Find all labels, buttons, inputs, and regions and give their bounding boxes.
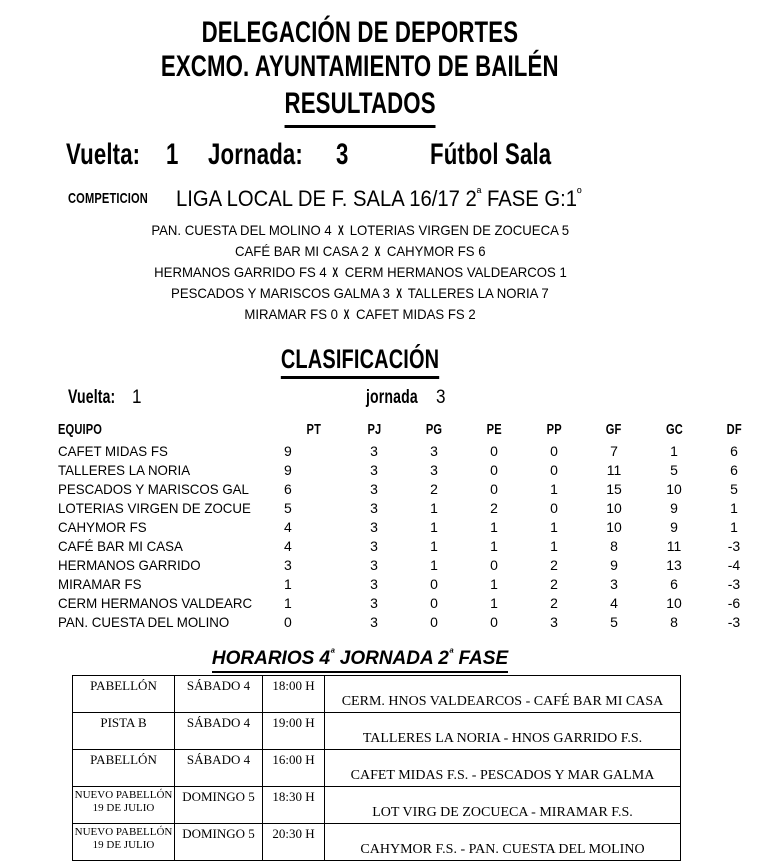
standings-gc: 5 xyxy=(670,462,678,478)
competicion-label: COMPETICION xyxy=(68,190,148,207)
standings-pp: 0 xyxy=(550,462,558,478)
standings-col-equipo: EQUIPO xyxy=(58,421,103,438)
standings-pj: 3 xyxy=(370,614,378,630)
standings-pe: 0 xyxy=(490,481,498,497)
standings-pj: 3 xyxy=(370,462,378,478)
schedule-venue-line2: 19 DE JULIO xyxy=(92,839,155,851)
schedule-match: TALLERES LA NORIA - HNOS GARRIDO F.S. xyxy=(325,713,681,750)
result-row xyxy=(0,262,720,283)
header-line-resultados-text: RESULTADOS xyxy=(284,84,435,128)
standings-gc: 10 xyxy=(666,481,682,497)
result-separator: X xyxy=(332,264,339,280)
schedule-venue: PABELLÓN xyxy=(73,750,175,787)
competicion-value-ordinal-2: º xyxy=(577,185,582,201)
standings-table xyxy=(58,421,764,633)
results-sport-group xyxy=(430,138,594,172)
standings-team: MIRAMAR FS xyxy=(58,576,142,592)
standings-pj: 3 xyxy=(370,500,378,516)
competicion-row xyxy=(0,186,720,216)
header-line-ayuntamiento-text: EXCMO. AYUNTAMIENTO DE BAILÉN xyxy=(161,50,559,83)
standings-pt: 4 xyxy=(284,519,292,535)
standings-pg: 0 xyxy=(430,595,438,611)
standings-df: -4 xyxy=(727,557,741,573)
table-row xyxy=(58,557,764,576)
standings-team: CAHYMOR FS xyxy=(58,519,147,535)
result-home-team: CAFÉ BAR MI CASA xyxy=(234,243,358,259)
schedule-day: DOMINGO 5 xyxy=(175,787,263,824)
result-away-team: LOTERIAS VIRGEN DE ZOCUECA xyxy=(349,222,558,238)
standings-df: -3 xyxy=(727,576,741,592)
table-row xyxy=(73,750,681,787)
standings-df: 5 xyxy=(730,481,738,497)
clasificacion-vuelta-value: 1 xyxy=(132,387,142,408)
result-away-score: 7 xyxy=(541,285,549,301)
header-line-delegacion xyxy=(0,16,720,50)
competicion-value-ordinal-1: ª xyxy=(476,185,482,201)
clasificacion-vuelta-group xyxy=(68,387,143,409)
standings-team: CAFÉ BAR MI CASA xyxy=(58,538,183,554)
document-header xyxy=(0,0,720,128)
schedule-day: DOMINGO 5 xyxy=(175,824,263,861)
standings-pt: 0 xyxy=(284,614,292,630)
clasificacion-vuelta-label: Vuelta: xyxy=(68,387,116,408)
standings-df: 6 xyxy=(730,443,738,459)
table-row xyxy=(58,443,764,462)
schedule-match: CAFET MIDAS F.S. - PESCADOS Y MAR GALMA xyxy=(325,750,681,787)
clasificacion-jornada-label: jornada xyxy=(366,387,418,408)
standings-pe: 1 xyxy=(490,519,498,535)
table-row xyxy=(73,787,681,824)
results-jornada-value: 3 xyxy=(336,138,349,171)
result-home-team: HERMANOS GARRIDO FS xyxy=(153,264,316,280)
result-home-score: 4 xyxy=(324,222,332,238)
standings-pe: 1 xyxy=(490,538,498,554)
result-away-score: 2 xyxy=(468,306,476,322)
standings-col-df: DF xyxy=(726,421,742,438)
schedule-venue xyxy=(73,824,175,861)
horarios-title xyxy=(0,647,720,673)
standings-team: LOTERIAS VIRGEN DE ZOCUE xyxy=(58,500,251,516)
standings-gf: 8 xyxy=(610,538,618,554)
standings-pp: 2 xyxy=(550,595,558,611)
competicion-value xyxy=(176,186,582,212)
schedule-venue-line1: NUEVO PABELLÓN xyxy=(74,826,173,838)
standings-pg: 2 xyxy=(430,481,438,497)
standings-pg: 3 xyxy=(430,443,438,459)
standings-col-gf: GF xyxy=(606,421,622,438)
horarios-title-part1: HORARIOS 4 xyxy=(211,648,331,669)
results-vuelta-group xyxy=(66,138,183,172)
header-line-ayuntamiento xyxy=(0,50,720,84)
standings-gf: 15 xyxy=(606,481,622,497)
results-meta-line xyxy=(0,138,720,180)
schedule-venue xyxy=(73,787,175,824)
standings-team: CERM HERMANOS VALDEARC xyxy=(58,595,253,611)
standings-gf: 3 xyxy=(610,576,618,592)
result-away-score: 6 xyxy=(477,243,486,259)
standings-header-row xyxy=(58,421,764,443)
standings-col-pg: PG xyxy=(425,421,443,438)
result-row xyxy=(0,304,720,325)
standings-df: -3 xyxy=(727,538,741,554)
standings-pp: 0 xyxy=(550,500,558,516)
horarios-title-part3: FASE xyxy=(453,648,509,669)
standings-pt: 6 xyxy=(284,481,292,497)
horarios-title-ordinal-1: ª xyxy=(330,646,335,660)
schedule-time: 19:00 H xyxy=(263,713,325,750)
standings-gc: 8 xyxy=(670,614,678,630)
clasificacion-jornada-group xyxy=(366,387,447,409)
result-away-team: CERM HERMANOS VALDEARCOS xyxy=(344,264,556,280)
standings-pt: 5 xyxy=(284,500,292,516)
standings-pp: 2 xyxy=(550,557,558,573)
standings-col-pp: PP xyxy=(546,421,562,438)
standings-pj: 3 xyxy=(370,576,378,592)
standings-pe: 0 xyxy=(490,614,498,630)
results-vuelta-label: Vuelta: xyxy=(66,138,141,171)
standings-pg: 1 xyxy=(430,519,438,535)
competicion-value-main: LIGA LOCAL DE F. SALA 16/17 2 xyxy=(176,186,477,211)
standings-gc: 10 xyxy=(666,595,682,611)
schedule-venue: PISTA B xyxy=(73,713,175,750)
schedule-table-wrapper xyxy=(0,675,720,861)
result-away-team: CAHYMOR FS xyxy=(386,243,475,259)
standings-col-pt: PT xyxy=(306,421,322,438)
result-away-team: TALLERES LA NORIA xyxy=(407,285,538,301)
standings-pp: 1 xyxy=(550,538,558,554)
standings-gf: 5 xyxy=(610,614,618,630)
result-separator: X xyxy=(337,222,344,238)
results-sport-label: Fútbol Sala xyxy=(430,138,552,171)
standings-pe: 1 xyxy=(490,595,498,611)
schedule-table xyxy=(72,675,681,861)
standings-gf: 10 xyxy=(606,500,622,516)
schedule-match: CERM. HNOS VALDEARCOS - CAFÉ BAR MI CASA xyxy=(325,676,681,713)
standings-team: TALLERES LA NORIA xyxy=(58,462,191,478)
result-separator: X xyxy=(396,285,403,301)
table-row xyxy=(58,519,764,538)
standings-pp: 2 xyxy=(550,576,558,592)
standings-pj: 3 xyxy=(370,443,378,459)
standings-col-pe: PE xyxy=(486,421,502,438)
horarios-title-ordinal-2: ª xyxy=(448,646,454,660)
standings-col-pj: PJ xyxy=(367,421,381,438)
competicion-value-mid: FASE G:1 xyxy=(481,186,578,211)
result-row xyxy=(0,241,720,262)
result-home-team: MIRAMAR FS xyxy=(244,306,327,322)
standings-team: CAFET MIDAS FS xyxy=(58,443,168,459)
results-list xyxy=(0,220,720,325)
competicion-label-wrap xyxy=(68,190,176,207)
results-jornada-label: Jornada: xyxy=(208,138,303,171)
standings-pg: 1 xyxy=(430,538,438,554)
clasificacion-meta-line xyxy=(0,387,720,415)
schedule-venue-line1: NUEVO PABELLÓN xyxy=(74,789,173,801)
standings-gc: 9 xyxy=(670,500,678,516)
table-row xyxy=(58,538,764,557)
standings-pt: 9 xyxy=(284,443,292,459)
standings-pp: 1 xyxy=(550,481,558,497)
standings-df: -3 xyxy=(727,614,741,630)
table-row xyxy=(58,481,764,500)
result-home-team: PESCADOS Y MARISCOS GALMA xyxy=(171,285,380,301)
standings-df: 6 xyxy=(730,462,738,478)
table-row xyxy=(73,713,681,750)
standings-pe: 0 xyxy=(490,443,498,459)
schedule-time: 18:00 H xyxy=(263,676,325,713)
table-row xyxy=(73,676,681,713)
header-line-delegacion-text: DELEGACIÓN DE DEPORTES xyxy=(201,16,519,49)
standings-pp: 0 xyxy=(550,443,558,459)
standings-team: HERMANOS GARRIDO xyxy=(58,557,201,573)
standings-pg: 1 xyxy=(430,500,438,516)
standings-gc: 1 xyxy=(670,443,678,459)
standings-pt: 3 xyxy=(284,557,292,573)
standings-pp: 3 xyxy=(550,614,558,630)
result-home-score: 0 xyxy=(330,306,338,322)
standings-gf: 9 xyxy=(610,557,618,573)
result-home-team: PAN. CUESTA DEL MOLINO xyxy=(151,222,321,238)
standings-pt: 1 xyxy=(284,595,292,611)
standings-gf: 11 xyxy=(606,462,622,478)
result-row xyxy=(0,220,720,241)
table-row xyxy=(58,462,764,481)
standings-gf: 7 xyxy=(610,443,618,459)
standings-pj: 3 xyxy=(370,481,378,497)
standings-pg: 3 xyxy=(430,462,438,478)
standings-table-wrapper xyxy=(0,421,742,633)
schedule-day: SÁBADO 4 xyxy=(175,750,263,787)
clasificacion-title-text: CLASIFICACIÓN xyxy=(281,343,439,379)
clasificacion-title xyxy=(0,343,720,379)
standings-pt: 4 xyxy=(284,538,292,554)
result-home-score: 3 xyxy=(382,285,391,301)
standings-df: 1 xyxy=(730,500,738,516)
standings-col-gc: GC xyxy=(665,421,683,438)
standings-pg: 0 xyxy=(430,614,438,630)
results-jornada-group xyxy=(208,138,353,172)
results-vuelta-value: 1 xyxy=(166,138,179,171)
schedule-match: CAHYMOR F.S. - PAN. CUESTA DEL MOLINO xyxy=(325,824,681,861)
schedule-match: LOT VIRG DE ZOCUECA - MIRAMAR F.S. xyxy=(325,787,681,824)
table-row xyxy=(58,576,764,595)
standings-team: PAN. CUESTA DEL MOLINO xyxy=(58,614,230,630)
header-line-resultados xyxy=(0,84,720,128)
standings-gc: 6 xyxy=(670,576,678,592)
standings-gc: 13 xyxy=(666,557,682,573)
standings-gc: 11 xyxy=(666,538,682,554)
schedule-time: 20:30 H xyxy=(263,824,325,861)
table-row xyxy=(73,824,681,861)
standings-gf: 10 xyxy=(606,519,622,535)
schedule-time: 18:30 H xyxy=(263,787,325,824)
standings-pj: 3 xyxy=(370,538,378,554)
schedule-venue: PABELLÓN xyxy=(73,676,175,713)
result-away-team: CAFET MIDAS FS xyxy=(355,306,465,322)
standings-pt: 9 xyxy=(284,462,292,478)
result-separator: X xyxy=(374,243,381,259)
standings-pg: 1 xyxy=(430,557,438,573)
table-row xyxy=(58,614,764,633)
result-away-score: 1 xyxy=(558,264,567,280)
standings-df: -6 xyxy=(727,595,741,611)
standings-pj: 3 xyxy=(370,519,378,535)
standings-pt: 1 xyxy=(284,576,292,592)
standings-df: 1 xyxy=(730,519,738,535)
standings-pj: 3 xyxy=(370,557,378,573)
standings-pe: 0 xyxy=(490,462,498,478)
standings-pe: 0 xyxy=(490,557,498,573)
horarios-title-text xyxy=(212,647,508,673)
standings-pp: 1 xyxy=(550,519,558,535)
schedule-venue-line2: 19 DE JULIO xyxy=(92,802,155,814)
standings-pj: 3 xyxy=(370,595,378,611)
result-away-score: 5 xyxy=(561,222,569,238)
result-separator: X xyxy=(344,306,350,322)
standings-pe: 1 xyxy=(490,576,498,592)
standings-pg: 0 xyxy=(430,576,438,592)
schedule-day: SÁBADO 4 xyxy=(175,713,263,750)
result-home-score: 4 xyxy=(318,264,327,280)
standings-gc: 9 xyxy=(670,519,678,535)
standings-gf: 4 xyxy=(610,595,618,611)
standings-pe: 2 xyxy=(490,500,498,516)
schedule-day: SÁBADO 4 xyxy=(175,676,263,713)
result-row xyxy=(0,283,720,304)
clasificacion-jornada-value: 3 xyxy=(436,387,446,408)
horarios-title-part2: JORNADA 2 xyxy=(334,648,449,669)
table-row xyxy=(58,500,764,519)
table-row xyxy=(58,595,764,614)
schedule-time: 16:00 H xyxy=(263,750,325,787)
standings-team: PESCADOS Y MARISCOS GAL xyxy=(58,481,249,497)
result-home-score: 2 xyxy=(361,243,369,259)
